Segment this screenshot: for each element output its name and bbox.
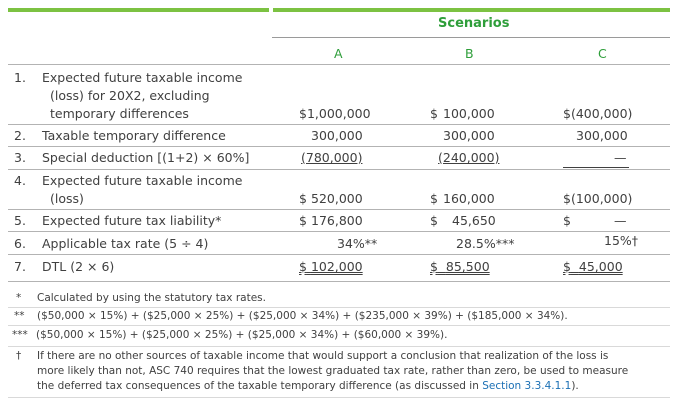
cell-b: 100,000	[443, 106, 495, 121]
row-rule	[8, 146, 670, 147]
row-rule	[8, 124, 670, 125]
row-label: temporary differences	[50, 106, 189, 121]
cell-a-symbol: $	[299, 213, 307, 228]
row-label: Expected future tax liability*	[42, 213, 222, 228]
cell-a: (780,000)	[301, 150, 363, 165]
cell-a: 520,000	[311, 191, 363, 206]
cell-b: 28.5%***	[456, 236, 515, 251]
cell-c: $(100,000)	[563, 191, 633, 206]
row-label: DTL (2 × 6)	[42, 259, 115, 274]
row-rule	[8, 169, 670, 170]
col-header-a: A	[334, 46, 343, 61]
row-number: 7.	[14, 259, 26, 274]
row-rule	[8, 281, 670, 282]
scenarios-rule	[272, 37, 670, 38]
row-label: (loss) for 20X2, excluding	[50, 88, 210, 103]
cell-c-symbol: $	[563, 259, 571, 274]
cell-b-symbol: $	[430, 106, 438, 121]
cell-b-symbol: $	[430, 191, 438, 206]
footnote-text-pre: the deferred tax consequences of the taxable temporary difference (as discussed in	[37, 380, 483, 392]
footnote-mark: ***	[12, 329, 28, 341]
row-number: 1.	[14, 70, 26, 85]
cell-a: 300,000	[311, 128, 363, 143]
row-label: Applicable tax rate (5 ÷ 4)	[42, 236, 209, 251]
footnote-text: ($50,000 × 15%) + ($25,000 × 25%) + ($25,000 × 34%) + ($60,000 × 39%).	[36, 329, 448, 341]
cell-a	[299, 259, 363, 274]
cell-b: (240,000)	[438, 150, 500, 165]
cell-a-symbol: $	[299, 191, 307, 206]
cell-a: 176,800	[311, 213, 363, 228]
footnote-text: more likely than not, ASC 740 requires that the lowest graduated tax rate, rather than zero, be used to measure	[37, 365, 629, 377]
footnote-mark: **	[14, 310, 25, 322]
cell-b-amount: 85,500	[445, 259, 490, 274]
cell-c: —	[614, 150, 627, 165]
footnote-text: ($50,000 × 15%) + ($25,000 × 25%) + ($25,000 × 34%) + ($235,000 × 39%) + ($185,000 × 34%).	[37, 310, 568, 322]
cell-c-amount: 45,000	[578, 259, 623, 274]
footnote-mark: *	[16, 292, 22, 304]
row-rule	[8, 254, 670, 255]
cell-b-symbol: $	[430, 259, 438, 274]
footnote-rule	[8, 397, 670, 398]
row-label: Expected future taxable income	[42, 173, 243, 188]
footnote-text-post: ).	[571, 380, 579, 392]
cell-a-symbol: $	[299, 259, 307, 274]
header-rule	[8, 64, 670, 65]
cell-a-amount: 102,000	[310, 259, 363, 274]
row-label: (loss)	[50, 191, 84, 206]
cell-b: 160,000	[443, 191, 495, 206]
footnote-rule	[8, 325, 670, 326]
cell-c-symbol: $	[563, 213, 571, 228]
cell-c-underline	[563, 167, 629, 168]
cell-c: $(400,000)	[563, 106, 633, 121]
cell-b: 300,000	[443, 128, 495, 143]
row-number: 3.	[14, 150, 26, 165]
col-header-b: B	[465, 46, 474, 61]
row-number: 2.	[14, 128, 26, 143]
top-bar-left	[8, 8, 269, 12]
row-rule	[8, 209, 670, 210]
cell-c: 15%†	[604, 233, 639, 248]
cell-a: 34%**	[337, 236, 378, 251]
footnote-rule	[8, 346, 670, 347]
cell-b-symbol: $	[430, 213, 438, 228]
cell-c	[563, 259, 623, 274]
cell-a: $1,000,000	[299, 106, 371, 121]
row-label: Taxable temporary difference	[42, 128, 226, 143]
footnote-mark: †	[16, 350, 22, 362]
col-header-c: C	[598, 46, 607, 61]
section-link[interactable]: Section 3.3.4.1.1	[482, 380, 572, 392]
footnote-text: Calculated by using the statutory tax rates.	[37, 292, 266, 304]
footnote-rule	[8, 307, 670, 308]
row-number: 4.	[14, 173, 26, 188]
row-number: 5.	[14, 213, 26, 228]
footnote-text	[37, 380, 579, 392]
cell-c: 300,000	[576, 128, 628, 143]
cell-b: 45,650	[452, 213, 496, 228]
row-label: Special deduction [(1+2) × 60%]	[42, 150, 250, 165]
row-rule	[8, 231, 670, 232]
cell-b	[430, 259, 490, 274]
top-bar-right	[273, 8, 670, 12]
footnote-text: If there are no other sources of taxable income that would support a conclusion that realization of the loss is	[37, 350, 609, 362]
row-number: 6.	[14, 236, 26, 251]
cell-c: —	[614, 213, 627, 228]
row-label: Expected future taxable income	[42, 70, 243, 85]
scenarios-title: Scenarios	[438, 16, 510, 31]
